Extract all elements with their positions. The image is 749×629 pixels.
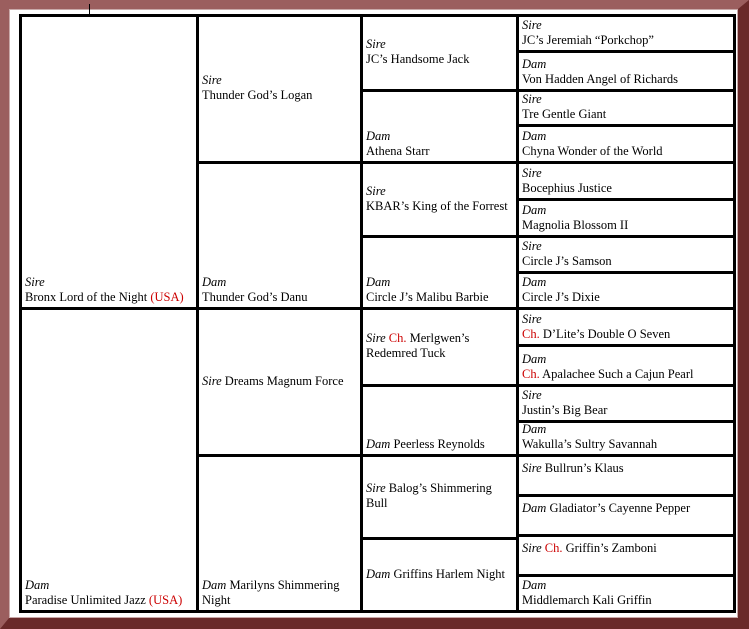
dam-origin: (USA)	[148, 593, 183, 607]
sds-name: KBAR’s King of the Forrest	[366, 198, 508, 213]
dsss-title: Ch.	[522, 327, 540, 341]
dddd-name: Middlemarch Kali Griffin	[522, 593, 652, 607]
sds-cell	[360, 161, 519, 238]
dddd-label: Dam	[522, 578, 547, 592]
sdss-label: Sire	[522, 166, 542, 180]
dam-dam-name: Marilyns Shimmering Night	[202, 578, 340, 607]
sdsd-label: Dam	[522, 203, 547, 217]
dds-name: Balog’s Shimmering Bull	[366, 481, 492, 510]
sdss-name: Bocephius Justice	[522, 181, 612, 195]
ddds-name: Griffin’s Zamboni	[565, 541, 657, 555]
dam-sire-label: Sire	[202, 373, 222, 388]
ssds-label: Sire	[522, 92, 542, 106]
sdd-cell	[360, 235, 519, 310]
sdd-name: Circle J’s Malibu Barbie	[366, 290, 489, 304]
ssss-cell	[516, 14, 736, 53]
dam-cell	[19, 307, 199, 613]
sddd-name: Circle J’s Dixie	[522, 290, 600, 304]
sire-cell	[19, 14, 199, 310]
dsds-name: Justin’s Big Bear	[522, 403, 608, 417]
dsdd-name: Wakulla’s Sultry Savannah	[522, 437, 658, 451]
sdsd-name: Magnolia Blossom II	[522, 218, 629, 232]
sss-name: JC’s Handsome Jack	[366, 52, 470, 66]
dss-cell	[360, 307, 519, 387]
ddss-name: Bullrun’s Klaus	[544, 461, 624, 475]
sdd-label: Dam	[366, 275, 391, 289]
dssd-label: Dam	[522, 352, 547, 366]
ddsd-name: Gladiator’s Cayenne Pepper	[549, 501, 691, 515]
ssss-label: Sire	[522, 18, 542, 32]
sire-sire-cell	[196, 14, 363, 164]
ddd-name: Griffins Harlem Night	[393, 566, 505, 581]
ddss-cell	[516, 454, 736, 497]
sds-label: Sire	[366, 183, 386, 198]
dddd-cell	[516, 574, 736, 613]
sire-name: Bronx Lord of the Night	[25, 290, 148, 304]
sss-cell	[360, 14, 519, 92]
sdss-cell	[516, 161, 736, 201]
sssd-name: Von Hadden Angel of Richards	[522, 72, 678, 86]
dsds-cell	[516, 384, 736, 423]
dssd-title: Ch.	[522, 367, 540, 381]
ddds-label: Sire	[522, 541, 542, 555]
sire-dam-cell	[196, 161, 363, 310]
corner-tick-mark	[89, 4, 90, 14]
sire-origin: (USA)	[150, 290, 184, 304]
dam-dam-cell	[196, 454, 363, 613]
sss-label: Sire	[366, 37, 386, 51]
dam-name: Paradise Unlimited Jazz	[25, 593, 146, 607]
dssd-cell	[516, 344, 736, 387]
dsds-label: Sire	[522, 388, 542, 402]
dsd-name: Peerless Reynolds	[393, 437, 485, 451]
dss-title: Ch.	[388, 331, 407, 345]
dss-name: Merlgwen’s Redemred Tuck	[366, 331, 470, 360]
sssd-label: Dam	[522, 57, 547, 71]
dsss-label: Sire	[522, 312, 542, 326]
ddsd-label: Dam	[522, 501, 547, 515]
sire-sire-label: Sire	[202, 73, 222, 87]
sddd-label: Dam	[522, 275, 547, 289]
sddd-cell	[516, 271, 736, 310]
ssd-name: Athena Starr	[366, 144, 430, 158]
sdds-label: Sire	[522, 239, 542, 253]
sdds-cell	[516, 235, 736, 274]
dsd-label: Dam	[366, 437, 391, 451]
sire-dam-label: Dam	[202, 275, 227, 289]
dssd-name: Apalachee Such a Cajun Pearl	[542, 367, 694, 381]
sssd-cell	[516, 50, 736, 92]
ddd-label: Dam	[366, 566, 391, 581]
dam-dam-label: Dam	[202, 578, 227, 592]
sire-sire-name: Thunder God’s Logan	[202, 88, 313, 102]
ssdd-cell	[516, 124, 736, 164]
sire-dam-name: Thunder God’s Danu	[202, 290, 308, 304]
dsss-name: D’Lite’s Double O Seven	[542, 327, 671, 341]
dam-label: Dam	[25, 578, 50, 592]
dam-sire-cell	[196, 307, 363, 457]
ssds-name: Tre Gentle Giant	[522, 107, 607, 121]
dds-label: Sire	[366, 481, 386, 495]
ddds-cell	[516, 534, 736, 577]
ssd-label: Dam	[366, 129, 391, 143]
ddd-cell	[360, 537, 519, 613]
dsdd-cell	[516, 420, 736, 457]
ddss-label: Sire	[522, 461, 542, 475]
ssdd-name: Chyna Wonder of the World	[522, 144, 663, 158]
dsdd-label: Dam	[522, 422, 547, 436]
dds-cell	[360, 454, 519, 540]
dss-label: Sire	[366, 331, 386, 345]
ddds-title: Ch.	[544, 541, 563, 555]
ssss-name: JC’s Jeremiah “Porkchop”	[522, 33, 654, 47]
dsd-cell	[360, 384, 519, 457]
dsss-cell	[516, 307, 736, 347]
sdsd-cell	[516, 198, 736, 238]
sdds-name: Circle J’s Samson	[522, 254, 612, 268]
ssdd-label: Dam	[522, 129, 547, 143]
dam-sire-name: Dreams Magnum Force	[224, 373, 344, 388]
ssd-cell	[360, 89, 519, 164]
ddsd-cell	[516, 494, 736, 537]
sire-label: Sire	[25, 275, 45, 289]
ssds-cell	[516, 89, 736, 127]
